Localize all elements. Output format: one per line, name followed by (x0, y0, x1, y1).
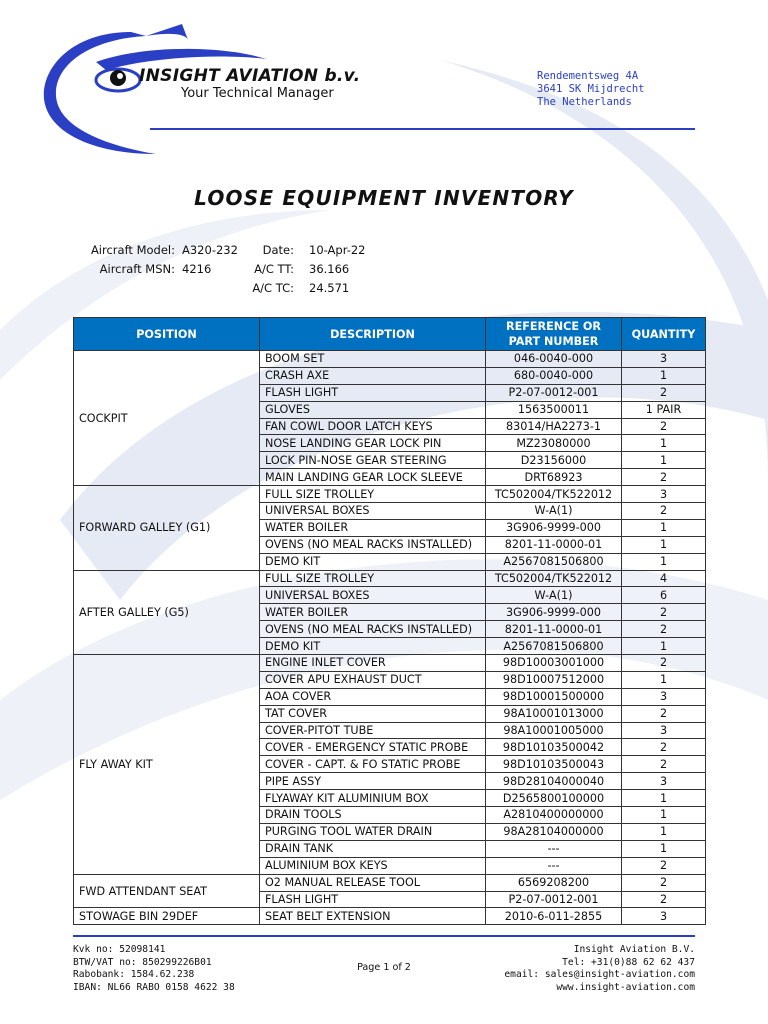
quantity-cell: 1 (622, 536, 706, 553)
description-cell: FULL SIZE TROLLEY (260, 570, 486, 587)
reference-cell: P2-07-0012-001 (486, 384, 622, 401)
quantity-cell: 1 (622, 638, 706, 655)
quantity-cell: 1 (622, 519, 706, 536)
footer-line: Tel: +31(0)88 62 62 437 (562, 956, 695, 968)
quantity-cell: 1 (622, 840, 706, 857)
description-cell: CRASH AXE (260, 367, 486, 384)
reference-cell: TC502004/TK522012 (486, 486, 622, 503)
company-name: INSIGHT AVIATION b.v. (139, 66, 361, 86)
model-label: Aircraft Model: (90, 243, 175, 257)
date-label: Date: (262, 243, 294, 257)
reference-cell: 6569208200 (486, 874, 622, 891)
reference-cell: 98A10001005000 (486, 722, 622, 739)
description-cell: SEAT BELT EXTENSION (260, 908, 486, 925)
description-cell: PIPE ASSY (260, 773, 486, 790)
description-cell: COVER APU EXHAUST DUCT (260, 671, 486, 688)
reference-cell: A2810400000000 (486, 807, 622, 824)
tc-value: 24.571 (309, 281, 350, 295)
reference-cell: W-A(1) (486, 503, 622, 520)
description-cell: DEMO KIT (260, 638, 486, 655)
position-cell: COCKPIT (74, 351, 260, 486)
reference-cell: 680-0040-000 (486, 367, 622, 384)
footer-line: email: sales@insight-aviation.com (504, 969, 695, 981)
reference-cell: A2567081506800 (486, 638, 622, 655)
quantity-cell: 1 (622, 367, 706, 384)
quantity-cell: 2 (622, 655, 706, 672)
description-cell: FLASH LIGHT (260, 384, 486, 401)
reference-cell: 3G906-9999-000 (486, 604, 622, 621)
quantity-cell: 4 (622, 570, 706, 587)
table-row (74, 908, 706, 925)
quantity-cell: 3 (622, 773, 706, 790)
footer-line: www.insight-aviation.com (556, 981, 695, 993)
description-cell: TAT COVER (260, 705, 486, 722)
header-position: POSITION (74, 318, 260, 351)
description-cell: WATER BOILER (260, 519, 486, 536)
description-cell: UNIVERSAL BOXES (260, 587, 486, 604)
document-title: LOOSE EQUIPMENT INVENTORY (194, 186, 574, 210)
date-hours-values (309, 241, 365, 298)
reference-cell: 8201-11-0000-01 (486, 536, 622, 553)
header-reference: REFERENCE OR PART NUMBER (486, 318, 622, 351)
quantity-cell: 3 (622, 908, 706, 925)
reference-cell: 98D10003001000 (486, 655, 622, 672)
description-cell: OVENS (NO MEAL RACKS INSTALLED) (260, 536, 486, 553)
header-description: DESCRIPTION (260, 318, 486, 351)
description-cell: DRAIN TOOLS (260, 807, 486, 824)
description-cell: UNIVERSAL BOXES (260, 503, 486, 520)
footer-line: BTW/VAT no: 850299226B01 (73, 956, 212, 968)
address-line: Rendementsweg 4A (537, 70, 639, 82)
footer-line: IBAN: NL66 RABO 0158 4622 38 (73, 981, 235, 993)
address-line: The Netherlands (537, 96, 632, 108)
aircraft-labels (80, 241, 175, 279)
description-cell: AOA COVER (260, 688, 486, 705)
quantity-cell: 2 (622, 874, 706, 891)
model-value: A320-232 (182, 243, 238, 257)
description-cell: ALUMINIUM BOX KEYS (260, 857, 486, 874)
company-address (537, 70, 644, 109)
description-cell: FLYAWAY KIT ALUMINIUM BOX (260, 790, 486, 807)
quantity-cell: 2 (622, 384, 706, 401)
quantity-cell: 2 (622, 604, 706, 621)
quantity-cell: 2 (622, 503, 706, 520)
quantity-cell: 1 (622, 553, 706, 570)
quantity-cell: 2 (622, 705, 706, 722)
description-cell: FLASH LIGHT (260, 891, 486, 908)
tt-label: A/C TT: (254, 262, 294, 276)
quantity-cell: 3 (622, 722, 706, 739)
quantity-cell: 3 (622, 486, 706, 503)
quantity-cell: 6 (622, 587, 706, 604)
quantity-cell: 3 (622, 688, 706, 705)
quantity-cell: 2 (622, 891, 706, 908)
reference-cell: P2-07-0012-001 (486, 891, 622, 908)
quantity-cell: 3 (622, 351, 706, 368)
reference-cell: 1563500011 (486, 401, 622, 418)
reference-cell: 3G906-9999-000 (486, 519, 622, 536)
reference-cell: 046-0040-000 (486, 351, 622, 368)
description-cell: FAN COWL DOOR LATCH KEYS (260, 418, 486, 435)
description-cell: MAIN LANDING GEAR LOCK SLEEVE (260, 469, 486, 486)
quantity-cell: 1 (622, 671, 706, 688)
reference-cell: 98D10103500043 (486, 756, 622, 773)
quantity-cell: 1 (622, 435, 706, 452)
footer-divider (73, 935, 695, 937)
reference-cell: A2567081506800 (486, 553, 622, 570)
reference-cell: 8201-11-0000-01 (486, 621, 622, 638)
table-row (74, 655, 706, 672)
table-row (74, 874, 706, 891)
table-row (74, 570, 706, 587)
quantity-cell: 2 (622, 857, 706, 874)
reference-cell: 98A28104000000 (486, 823, 622, 840)
description-cell: COVER-PITOT TUBE (260, 722, 486, 739)
description-cell: COVER - EMERGENCY STATIC PROBE (260, 739, 486, 756)
quantity-cell: 2 (622, 469, 706, 486)
reference-cell: 98D10001500000 (486, 688, 622, 705)
description-cell: COVER - CAPT. & FO STATIC PROBE (260, 756, 486, 773)
quantity-cell: 1 (622, 452, 706, 469)
quantity-cell: 2 (622, 756, 706, 773)
reference-cell: --- (486, 840, 622, 857)
aircraft-values (182, 241, 238, 279)
header-quantity: QUANTITY (622, 318, 706, 351)
quantity-cell: 1 (622, 807, 706, 824)
msn-value: 4216 (182, 262, 212, 276)
reference-cell: 98D10007512000 (486, 671, 622, 688)
page-number: Page 1 of 2 (357, 962, 411, 973)
inventory-table (73, 317, 706, 925)
description-cell: LOCK PIN-NOSE GEAR STEERING (260, 452, 486, 469)
reference-cell: 83014/HA2273-1 (486, 418, 622, 435)
position-cell: FORWARD GALLEY (G1) (74, 486, 260, 570)
table-row (74, 351, 706, 368)
quantity-cell: 1 PAIR (622, 401, 706, 418)
description-cell: NOSE LANDING GEAR LOCK PIN (260, 435, 486, 452)
reference-cell: MZ23080000 (486, 435, 622, 452)
address-line: 3641 SK Mijdrecht (537, 83, 645, 95)
quantity-cell: 2 (622, 621, 706, 638)
description-cell: BOOM SET (260, 351, 486, 368)
tt-value: 36.166 (309, 262, 350, 276)
position-cell: AFTER GALLEY (G5) (74, 570, 260, 654)
quantity-cell: 1 (622, 790, 706, 807)
table-body (74, 351, 706, 925)
footer-contact (504, 944, 695, 994)
footer-line: Rabobank: 1584.62.238 (73, 969, 195, 981)
header-divider (150, 128, 695, 130)
tc-label: A/C TC: (252, 281, 294, 295)
table-header-row (74, 318, 706, 351)
footer-line: Kvk no: 52098141 (73, 944, 166, 955)
date-value: 10-Apr-22 (309, 243, 366, 257)
table-row (74, 486, 706, 503)
footer-line: Insight Aviation B.V. (573, 944, 695, 955)
reference-cell: D2565800100000 (486, 790, 622, 807)
description-cell: ENGINE INLET COVER (260, 655, 486, 672)
position-cell: FWD ATTENDANT SEAT (74, 874, 260, 908)
company-tagline: Your Technical Manager (181, 86, 334, 101)
description-cell: DRAIN TANK (260, 840, 486, 857)
position-cell: FLY AWAY KIT (74, 655, 260, 875)
quantity-cell: 2 (622, 418, 706, 435)
msn-label: Aircraft MSN: (99, 262, 175, 276)
reference-cell: DRT68923 (486, 469, 622, 486)
reference-cell: 2010-6-011-2855 (486, 908, 622, 925)
description-cell: GLOVES (260, 401, 486, 418)
quantity-cell: 2 (622, 739, 706, 756)
description-cell: WATER BOILER (260, 604, 486, 621)
reference-cell: 98D10103500042 (486, 739, 622, 756)
reference-cell: W-A(1) (486, 587, 622, 604)
description-cell: OVENS (NO MEAL RACKS INSTALLED) (260, 621, 486, 638)
description-cell: DEMO KIT (260, 553, 486, 570)
reference-cell: --- (486, 857, 622, 874)
reference-cell: 98D28104000040 (486, 773, 622, 790)
reference-cell: D23156000 (486, 452, 622, 469)
description-cell: O2 MANUAL RELEASE TOOL (260, 874, 486, 891)
description-cell: FULL SIZE TROLLEY (260, 486, 486, 503)
position-cell: STOWAGE BIN 29DEF (74, 908, 260, 925)
reference-cell: TC502004/TK522012 (486, 570, 622, 587)
description-cell: PURGING TOOL WATER DRAIN (260, 823, 486, 840)
quantity-cell: 1 (622, 823, 706, 840)
reference-cell: 98A10001013000 (486, 705, 622, 722)
date-hours-labels (232, 241, 294, 298)
